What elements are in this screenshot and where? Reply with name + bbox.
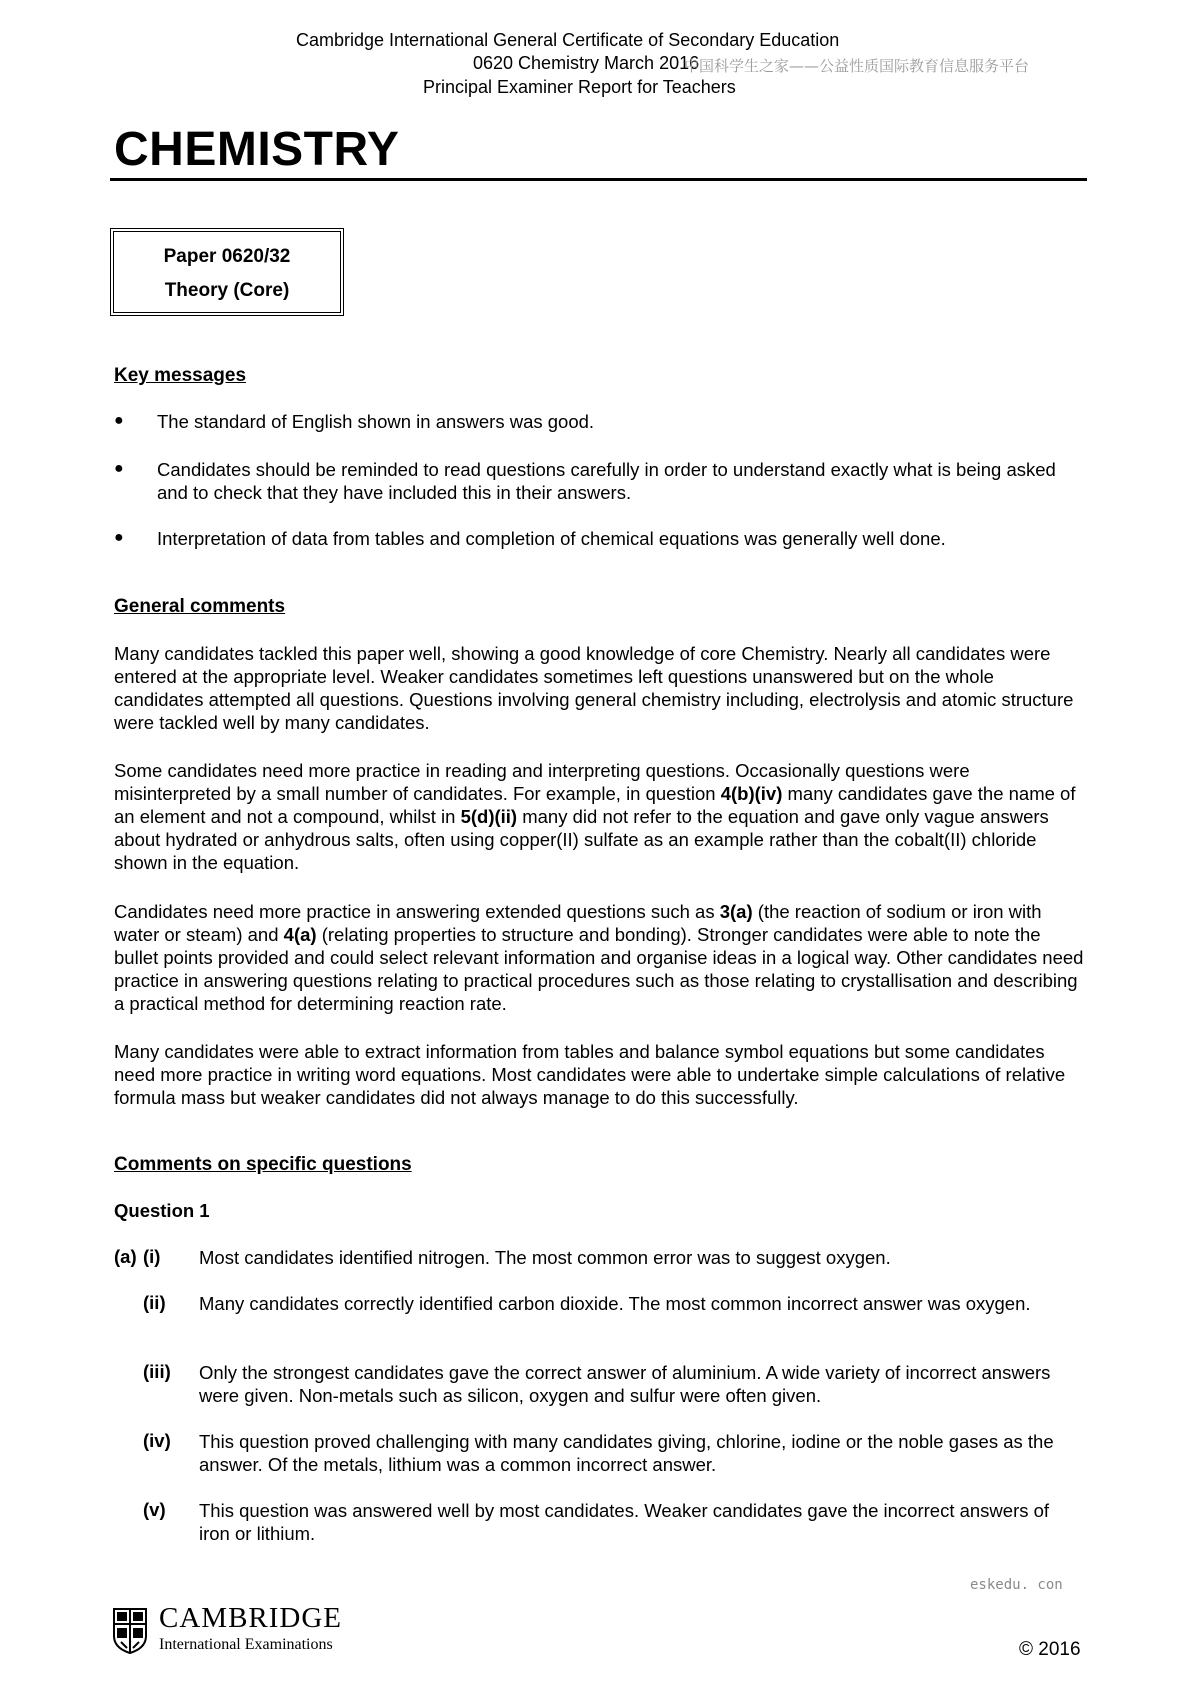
- subpart-label: (iv): [143, 1430, 171, 1451]
- bullet-icon: ●: [114, 529, 124, 546]
- subpart-text: This question was answered well by most candidates. Weaker candidates gave the incorrect answers of iron or lithium.: [199, 1500, 1050, 1544]
- question-ref: 5(d)(ii): [460, 806, 518, 827]
- key-messages-heading: Key messages: [114, 365, 247, 386]
- key-message-2: Candidates should be reminded to read questions carefully in order to understand exactly what is being asked and to check that they have included this in their answers.: [157, 459, 1056, 503]
- title-rule: [110, 178, 1087, 181]
- subpart-text: Most candidates identified nitrogen. The most common error was to suggest oxygen.: [199, 1247, 891, 1268]
- specific-comments-heading: Comments on specific questions: [114, 1154, 412, 1175]
- general-paragraph-3: Candidates need more practice in answering extended questions such as 3(a) (the reaction of sodium or iron with water or steam) and 4(a) (relating properties to structure and bonding). Stronger candidates were able to note the bullet points provided and could select relevant information and organise ideas in a logical way. Other candidates need practice in answering questions relating to practical procedures such as those relating to crystallisation and describing a practical method for determining reaction rate.: [114, 901, 1084, 1014]
- subpart-label: (iii): [143, 1361, 171, 1382]
- logo-main-text: CAMBRIDGE: [159, 1602, 343, 1634]
- question-1-heading: Question 1: [114, 1200, 210, 1221]
- key-message-3: Interpretation of data from tables and completion of chemical equations was generally well done.: [157, 528, 946, 549]
- logo-sub-text: International Examinations: [159, 1636, 333, 1653]
- paper-code: Paper 0620/32: [163, 246, 291, 267]
- header-line-3: Principal Examiner Report for Teachers: [423, 77, 736, 97]
- site-watermark: eskedu. con: [970, 1577, 1063, 1593]
- header-line-1: Cambridge International General Certificate of Secondary Education: [296, 30, 840, 50]
- bullet-icon: ●: [114, 412, 124, 429]
- subpart-label: (v): [143, 1499, 166, 1520]
- copyright: © 2016: [1019, 1639, 1081, 1660]
- general-paragraph-4: Many candidates were able to extract information from tables and balance symbol equations but some candidates need more practice in writing word equations. Most candidates were able to undertake simple calculations of relative formula mass but weaker candidates did not always manage to do this successfully.: [114, 1041, 1066, 1108]
- subpart-text: This question proved challenging with many candidates giving, chlorine, iodine or the noble gases as the answer. Of the metals, lithium was a common incorrect answer.: [199, 1431, 1054, 1475]
- general-paragraph-2: Some candidates need more practice in reading and interpreting questions. Occasionally questions were misinterpreted by a small number of candidates. For example, in question 4(b)(iv) many candidates gave the name of an element and not a compound, whilst in 5(d)(ii) many did not refer to the equation and gave only vague answers about hydrated or anhydrous salts, often using copper(II) sulfate as an example rather than the cobalt(II) chloride shown in the equation.: [114, 760, 1076, 873]
- bullet-icon: ●: [114, 460, 124, 477]
- subpart-label: (ii): [143, 1292, 166, 1313]
- page-title: CHEMISTRY: [114, 123, 400, 176]
- question-ref: 4(b)(iv): [720, 783, 783, 804]
- cambridge-logo: [113, 1602, 353, 1658]
- question-ref: 4(a): [283, 924, 317, 945]
- subpart-label: (i): [143, 1246, 161, 1267]
- part-a-label: (a): [114, 1246, 137, 1267]
- general-paragraph-1: Many candidates tackled this paper well, showing a good knowledge of core Chemistry. Nearly all candidates were entered at the appropriate level. Weaker candidates sometimes left questions unanswered but on the whole candidates attempted all questions. Questions involving general chemistry including, electrolysis and atomic structure were tackled well by many candidates.: [114, 643, 1074, 733]
- header-line-2: 0620 Chemistry March 2016: [473, 53, 700, 73]
- cambridge-crest-icon: [113, 1608, 147, 1654]
- subpart-text: Only the strongest candidates gave the correct answer of aluminium. A wide variety of incorrect answers were given. Non-metals such as silicon, oxygen and sulfur were often given.: [199, 1362, 1051, 1406]
- key-message-1: The standard of English shown in answers was good.: [157, 411, 595, 432]
- general-comments-heading: General comments: [114, 596, 286, 617]
- subpart-text: Many candidates correctly identified carbon dioxide. The most common incorrect answer was oxygen.: [199, 1293, 1031, 1314]
- paper-box: [110, 228, 344, 316]
- watermark-text: 中国科学生之家——公益性质国际教育信息服务平台: [684, 57, 1030, 75]
- paper-name: Theory (Core): [164, 280, 290, 301]
- question-ref: 3(a): [719, 901, 753, 922]
